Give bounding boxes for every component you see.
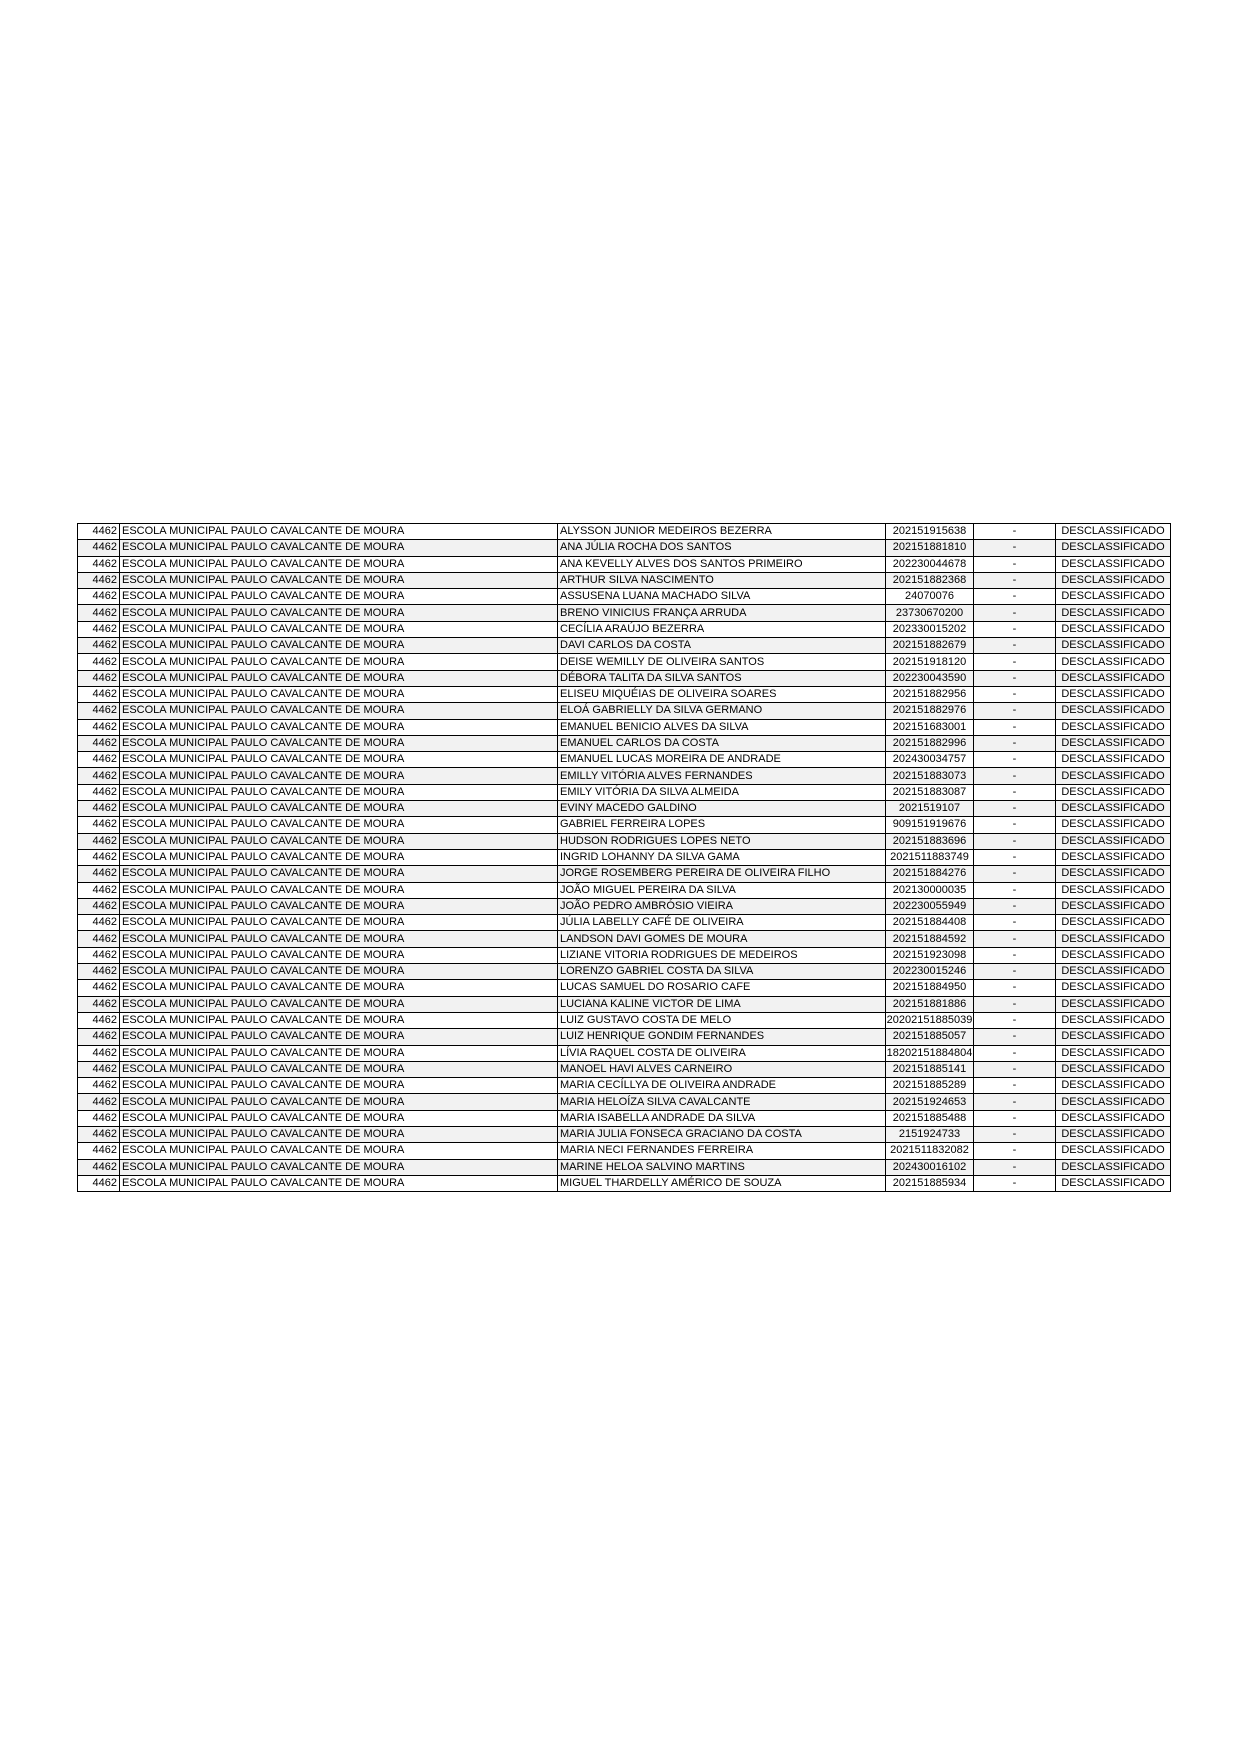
status-cell: DESCLASSIFICADO: [1056, 605, 1171, 621]
score-cell: -: [974, 817, 1056, 833]
status-cell: DESCLASSIFICADO: [1056, 540, 1171, 556]
school-code-cell: 4462: [78, 947, 120, 963]
school-name-cell: ESCOLA MUNICIPAL PAULO CAVALCANTE DE MOURA: [120, 572, 558, 588]
school-code-cell: 4462: [78, 817, 120, 833]
school-name-cell: ESCOLA MUNICIPAL PAULO CAVALCANTE DE MOURA: [120, 817, 558, 833]
registration-number-cell: 23730670200: [886, 605, 974, 621]
table-row: [78, 1143, 1171, 1159]
registration-number-cell: 202430034757: [886, 752, 974, 768]
registration-number-cell: 202151885057: [886, 1029, 974, 1045]
student-name-cell: ALYSSON JUNIOR MEDEIROS BEZERRA: [558, 524, 886, 540]
school-name-cell: ESCOLA MUNICIPAL PAULO CAVALCANTE DE MOURA: [120, 768, 558, 784]
registration-number-cell: 202151884276: [886, 866, 974, 882]
registration-number-cell: 202151882368: [886, 572, 974, 588]
registration-number-cell: 202430016102: [886, 1159, 974, 1175]
school-code-cell: 4462: [78, 1126, 120, 1142]
school-code-cell: 4462: [78, 980, 120, 996]
table-row: [78, 1159, 1171, 1175]
school-name-cell: ESCOLA MUNICIPAL PAULO CAVALCANTE DE MOURA: [120, 980, 558, 996]
registration-number-cell: 202151881810: [886, 540, 974, 556]
table-row: [78, 1078, 1171, 1094]
school-name-cell: ESCOLA MUNICIPAL PAULO CAVALCANTE DE MOURA: [120, 670, 558, 686]
school-code-cell: 4462: [78, 849, 120, 865]
table-row: [78, 882, 1171, 898]
table-row: [78, 898, 1171, 914]
status-cell: DESCLASSIFICADO: [1056, 915, 1171, 931]
student-name-cell: ANA JÚLIA ROCHA DOS SANTOS: [558, 540, 886, 556]
student-name-cell: LUIZ HENRIQUE GONDIM FERNANDES: [558, 1029, 886, 1045]
school-code-cell: 4462: [78, 1094, 120, 1110]
score-cell: -: [974, 1175, 1056, 1191]
status-cell: DESCLASSIFICADO: [1056, 621, 1171, 637]
school-name-cell: ESCOLA MUNICIPAL PAULO CAVALCANTE DE MOURA: [120, 915, 558, 931]
table-row: [78, 768, 1171, 784]
school-name-cell: ESCOLA MUNICIPAL PAULO CAVALCANTE DE MOURA: [120, 752, 558, 768]
school-name-cell: ESCOLA MUNICIPAL PAULO CAVALCANTE DE MOURA: [120, 1078, 558, 1094]
school-name-cell: ESCOLA MUNICIPAL PAULO CAVALCANTE DE MOURA: [120, 1159, 558, 1175]
score-cell: -: [974, 882, 1056, 898]
school-name-cell: ESCOLA MUNICIPAL PAULO CAVALCANTE DE MOURA: [120, 556, 558, 572]
table-row: [78, 964, 1171, 980]
school-code-cell: 4462: [78, 833, 120, 849]
registration-number-cell: 202151884950: [886, 980, 974, 996]
status-cell: DESCLASSIFICADO: [1056, 784, 1171, 800]
score-cell: -: [974, 654, 1056, 670]
score-cell: -: [974, 947, 1056, 963]
status-cell: DESCLASSIFICADO: [1056, 947, 1171, 963]
registration-number-cell: 202151883696: [886, 833, 974, 849]
registration-number-cell: 202151882956: [886, 686, 974, 702]
status-cell: DESCLASSIFICADO: [1056, 703, 1171, 719]
table-row: [78, 654, 1171, 670]
status-cell: DESCLASSIFICADO: [1056, 1045, 1171, 1061]
score-cell: -: [974, 1045, 1056, 1061]
student-name-cell: MARIA ISABELLA ANDRADE DA SILVA: [558, 1110, 886, 1126]
score-cell: -: [974, 638, 1056, 654]
score-cell: -: [974, 1094, 1056, 1110]
score-cell: -: [974, 540, 1056, 556]
school-name-cell: ESCOLA MUNICIPAL PAULO CAVALCANTE DE MOURA: [120, 654, 558, 670]
school-code-cell: 4462: [78, 621, 120, 637]
results-table-body: [78, 524, 1171, 1192]
score-cell: -: [974, 915, 1056, 931]
student-name-cell: HUDSON RODRIGUES LOPES NETO: [558, 833, 886, 849]
student-name-cell: EMANUEL CARLOS DA COSTA: [558, 735, 886, 751]
school-name-cell: ESCOLA MUNICIPAL PAULO CAVALCANTE DE MOURA: [120, 540, 558, 556]
registration-number-cell: 202230055949: [886, 898, 974, 914]
table-row: [78, 1175, 1171, 1191]
status-cell: DESCLASSIFICADO: [1056, 1175, 1171, 1191]
school-code-cell: 4462: [78, 703, 120, 719]
status-cell: DESCLASSIFICADO: [1056, 964, 1171, 980]
score-cell: -: [974, 849, 1056, 865]
student-name-cell: MARIA CECÍLLYA DE OLIVEIRA ANDRADE: [558, 1078, 886, 1094]
table-row: [78, 621, 1171, 637]
score-cell: -: [974, 572, 1056, 588]
score-cell: -: [974, 964, 1056, 980]
school-code-cell: 4462: [78, 1143, 120, 1159]
status-cell: DESCLASSIFICADO: [1056, 817, 1171, 833]
score-cell: -: [974, 1012, 1056, 1028]
status-cell: DESCLASSIFICADO: [1056, 1078, 1171, 1094]
status-cell: DESCLASSIFICADO: [1056, 638, 1171, 654]
registration-number-cell: 202151918120: [886, 654, 974, 670]
score-cell: -: [974, 719, 1056, 735]
registration-number-cell: 2151924733: [886, 1126, 974, 1142]
school-name-cell: ESCOLA MUNICIPAL PAULO CAVALCANTE DE MOURA: [120, 964, 558, 980]
student-name-cell: BRENO VINICIUS FRANÇA ARRUDA: [558, 605, 886, 621]
registration-number-cell: 202330015202: [886, 621, 974, 637]
school-name-cell: ESCOLA MUNICIPAL PAULO CAVALCANTE DE MOURA: [120, 898, 558, 914]
registration-number-cell: 202151884408: [886, 915, 974, 931]
score-cell: -: [974, 670, 1056, 686]
score-cell: -: [974, 735, 1056, 751]
score-cell: -: [974, 866, 1056, 882]
school-code-cell: 4462: [78, 654, 120, 670]
status-cell: DESCLASSIFICADO: [1056, 996, 1171, 1012]
score-cell: -: [974, 1061, 1056, 1077]
score-cell: -: [974, 1143, 1056, 1159]
table-row: [78, 572, 1171, 588]
school-name-cell: ESCOLA MUNICIPAL PAULO CAVALCANTE DE MOURA: [120, 1126, 558, 1142]
score-cell: -: [974, 1029, 1056, 1045]
student-name-cell: DÉBORA TALITA DA SILVA SANTOS: [558, 670, 886, 686]
table-row: [78, 801, 1171, 817]
school-code-cell: 4462: [78, 638, 120, 654]
school-code-cell: 4462: [78, 1045, 120, 1061]
status-cell: DESCLASSIFICADO: [1056, 654, 1171, 670]
school-code-cell: 4462: [78, 735, 120, 751]
status-cell: DESCLASSIFICADO: [1056, 1029, 1171, 1045]
table-row: [78, 670, 1171, 686]
score-cell: -: [974, 996, 1056, 1012]
status-cell: DESCLASSIFICADO: [1056, 882, 1171, 898]
school-code-cell: 4462: [78, 540, 120, 556]
school-code-cell: 4462: [78, 964, 120, 980]
school-code-cell: 4462: [78, 556, 120, 572]
status-cell: DESCLASSIFICADO: [1056, 768, 1171, 784]
student-name-cell: INGRID LOHANNY DA SILVA GAMA: [558, 849, 886, 865]
registration-number-cell: 20202151885039: [886, 1012, 974, 1028]
school-code-cell: 4462: [78, 882, 120, 898]
student-name-cell: ARTHUR SILVA NASCIMENTO: [558, 572, 886, 588]
student-name-cell: CECÍLIA ARAÚJO BEZERRA: [558, 621, 886, 637]
table-row: [78, 1110, 1171, 1126]
score-cell: -: [974, 605, 1056, 621]
status-cell: DESCLASSIFICADO: [1056, 572, 1171, 588]
student-name-cell: LUCAS SAMUEL DO ROSARIO CAFE: [558, 980, 886, 996]
status-cell: DESCLASSIFICADO: [1056, 735, 1171, 751]
registration-number-cell: 202230044678: [886, 556, 974, 572]
registration-number-cell: 202151924653: [886, 1094, 974, 1110]
school-code-cell: 4462: [78, 1110, 120, 1126]
school-name-cell: ESCOLA MUNICIPAL PAULO CAVALCANTE DE MOURA: [120, 703, 558, 719]
table-row: [78, 947, 1171, 963]
registration-number-cell: 202151883073: [886, 768, 974, 784]
registration-number-cell: 909151919676: [886, 817, 974, 833]
registration-number-cell: 202151882976: [886, 703, 974, 719]
student-name-cell: EMANUEL LUCAS MOREIRA DE ANDRADE: [558, 752, 886, 768]
score-cell: -: [974, 686, 1056, 702]
school-code-cell: 4462: [78, 1175, 120, 1191]
status-cell: DESCLASSIFICADO: [1056, 1094, 1171, 1110]
status-cell: DESCLASSIFICADO: [1056, 866, 1171, 882]
results-table: [77, 523, 1171, 1192]
table-row: [78, 931, 1171, 947]
student-name-cell: ELISEU MIQUÉIAS DE OLIVEIRA SOARES: [558, 686, 886, 702]
status-cell: DESCLASSIFICADO: [1056, 556, 1171, 572]
student-name-cell: LORENZO GABRIEL COSTA DA SILVA: [558, 964, 886, 980]
school-name-cell: ESCOLA MUNICIPAL PAULO CAVALCANTE DE MOURA: [120, 686, 558, 702]
status-cell: DESCLASSIFICADO: [1056, 1061, 1171, 1077]
student-name-cell: DEISE WEMILLY DE OLIVEIRA SANTOS: [558, 654, 886, 670]
school-name-cell: ESCOLA MUNICIPAL PAULO CAVALCANTE DE MOURA: [120, 801, 558, 817]
school-name-cell: ESCOLA MUNICIPAL PAULO CAVALCANTE DE MOURA: [120, 1175, 558, 1191]
school-code-cell: 4462: [78, 572, 120, 588]
status-cell: DESCLASSIFICADO: [1056, 589, 1171, 605]
table-row: [78, 866, 1171, 882]
student-name-cell: DAVI CARLOS DA COSTA: [558, 638, 886, 654]
school-code-cell: 4462: [78, 784, 120, 800]
registration-number-cell: 202151683001: [886, 719, 974, 735]
registration-number-cell: 202230043590: [886, 670, 974, 686]
student-name-cell: LÍVIA RAQUEL COSTA DE OLIVEIRA: [558, 1045, 886, 1061]
school-code-cell: 4462: [78, 1078, 120, 1094]
score-cell: -: [974, 1126, 1056, 1142]
table-row: [78, 833, 1171, 849]
status-cell: DESCLASSIFICADO: [1056, 1110, 1171, 1126]
score-cell: -: [974, 980, 1056, 996]
score-cell: -: [974, 524, 1056, 540]
school-name-cell: ESCOLA MUNICIPAL PAULO CAVALCANTE DE MOURA: [120, 866, 558, 882]
student-name-cell: JOÃO MIGUEL PEREIRA DA SILVA: [558, 882, 886, 898]
score-cell: -: [974, 801, 1056, 817]
registration-number-cell: 18202151884804: [886, 1045, 974, 1061]
status-cell: DESCLASSIFICADO: [1056, 801, 1171, 817]
registration-number-cell: 202130000035: [886, 882, 974, 898]
school-name-cell: ESCOLA MUNICIPAL PAULO CAVALCANTE DE MOURA: [120, 605, 558, 621]
status-cell: DESCLASSIFICADO: [1056, 931, 1171, 947]
registration-number-cell: 202151885934: [886, 1175, 974, 1191]
student-name-cell: EMILY VITÓRIA DA SILVA ALMEIDA: [558, 784, 886, 800]
school-name-cell: ESCOLA MUNICIPAL PAULO CAVALCANTE DE MOURA: [120, 784, 558, 800]
status-cell: DESCLASSIFICADO: [1056, 524, 1171, 540]
registration-number-cell: 202151923098: [886, 947, 974, 963]
school-name-cell: ESCOLA MUNICIPAL PAULO CAVALCANTE DE MOURA: [120, 931, 558, 947]
table-row: [78, 719, 1171, 735]
results-sheet: [77, 523, 1170, 1192]
table-row: [78, 703, 1171, 719]
student-name-cell: LUIZ GUSTAVO COSTA DE MELO: [558, 1012, 886, 1028]
table-row: [78, 915, 1171, 931]
table-row: [78, 589, 1171, 605]
student-name-cell: JOÃO PEDRO AMBRÓSIO VIEIRA: [558, 898, 886, 914]
score-cell: -: [974, 833, 1056, 849]
student-name-cell: GABRIEL FERREIRA LOPES: [558, 817, 886, 833]
school-name-cell: ESCOLA MUNICIPAL PAULO CAVALCANTE DE MOURA: [120, 1061, 558, 1077]
student-name-cell: MARIA NECI FERNANDES FERREIRA: [558, 1143, 886, 1159]
school-code-cell: 4462: [78, 605, 120, 621]
student-name-cell: LUCIANA KALINE VICTOR DE LIMA: [558, 996, 886, 1012]
school-name-cell: ESCOLA MUNICIPAL PAULO CAVALCANTE DE MOURA: [120, 719, 558, 735]
table-row: [78, 1029, 1171, 1045]
registration-number-cell: 202151883087: [886, 784, 974, 800]
school-code-cell: 4462: [78, 1061, 120, 1077]
school-code-cell: 4462: [78, 1012, 120, 1028]
table-row: [78, 524, 1171, 540]
score-cell: -: [974, 1110, 1056, 1126]
score-cell: -: [974, 898, 1056, 914]
registration-number-cell: 202151885488: [886, 1110, 974, 1126]
school-name-cell: ESCOLA MUNICIPAL PAULO CAVALCANTE DE MOURA: [120, 947, 558, 963]
status-cell: DESCLASSIFICADO: [1056, 849, 1171, 865]
school-name-cell: ESCOLA MUNICIPAL PAULO CAVALCANTE DE MOURA: [120, 1029, 558, 1045]
score-cell: -: [974, 752, 1056, 768]
table-row: [78, 1045, 1171, 1061]
registration-number-cell: 2021519107: [886, 801, 974, 817]
student-name-cell: EVINY MACEDO GALDINO: [558, 801, 886, 817]
student-name-cell: MARIA HELOÍZA SILVA CAVALCANTE: [558, 1094, 886, 1110]
table-row: [78, 784, 1171, 800]
registration-number-cell: 202151885141: [886, 1061, 974, 1077]
school-code-cell: 4462: [78, 931, 120, 947]
school-code-cell: 4462: [78, 589, 120, 605]
status-cell: DESCLASSIFICADO: [1056, 898, 1171, 914]
school-code-cell: 4462: [78, 524, 120, 540]
school-name-cell: ESCOLA MUNICIPAL PAULO CAVALCANTE DE MOURA: [120, 1012, 558, 1028]
student-name-cell: MARINE HELOA SALVINO MARTINS: [558, 1159, 886, 1175]
score-cell: -: [974, 784, 1056, 800]
student-name-cell: ANA KEVELLY ALVES DOS SANTOS PRIMEIRO: [558, 556, 886, 572]
score-cell: -: [974, 931, 1056, 947]
registration-number-cell: 202151885289: [886, 1078, 974, 1094]
registration-number-cell: 202230015246: [886, 964, 974, 980]
school-name-cell: ESCOLA MUNICIPAL PAULO CAVALCANTE DE MOURA: [120, 1110, 558, 1126]
registration-number-cell: 2021511883749: [886, 849, 974, 865]
table-row: [78, 849, 1171, 865]
school-code-cell: 4462: [78, 768, 120, 784]
student-name-cell: ASSUSENA LUANA MACHADO SILVA: [558, 589, 886, 605]
status-cell: DESCLASSIFICADO: [1056, 1143, 1171, 1159]
table-row: [78, 605, 1171, 621]
score-cell: -: [974, 556, 1056, 572]
school-name-cell: ESCOLA MUNICIPAL PAULO CAVALCANTE DE MOURA: [120, 589, 558, 605]
table-row: [78, 1061, 1171, 1077]
table-row: [78, 556, 1171, 572]
score-cell: -: [974, 621, 1056, 637]
school-code-cell: 4462: [78, 1159, 120, 1175]
school-name-cell: ESCOLA MUNICIPAL PAULO CAVALCANTE DE MOURA: [120, 882, 558, 898]
score-cell: -: [974, 703, 1056, 719]
table-row: [78, 686, 1171, 702]
student-name-cell: MANOEL HAVI ALVES CARNEIRO: [558, 1061, 886, 1077]
status-cell: DESCLASSIFICADO: [1056, 1159, 1171, 1175]
score-cell: -: [974, 768, 1056, 784]
school-code-cell: 4462: [78, 801, 120, 817]
status-cell: DESCLASSIFICADO: [1056, 686, 1171, 702]
table-row: [78, 735, 1171, 751]
status-cell: DESCLASSIFICADO: [1056, 670, 1171, 686]
student-name-cell: EMILLY VITÓRIA ALVES FERNANDES: [558, 768, 886, 784]
table-row: [78, 1126, 1171, 1142]
registration-number-cell: 202151884592: [886, 931, 974, 947]
school-code-cell: 4462: [78, 915, 120, 931]
status-cell: DESCLASSIFICADO: [1056, 980, 1171, 996]
score-cell: -: [974, 589, 1056, 605]
school-code-cell: 4462: [78, 1029, 120, 1045]
student-name-cell: EMANUEL BENICIO ALVES DA SILVA: [558, 719, 886, 735]
table-row: [78, 817, 1171, 833]
registration-number-cell: 24070076: [886, 589, 974, 605]
school-name-cell: ESCOLA MUNICIPAL PAULO CAVALCANTE DE MOURA: [120, 1094, 558, 1110]
student-name-cell: MIGUEL THARDELLY AMÉRICO DE SOUZA: [558, 1175, 886, 1191]
school-name-cell: ESCOLA MUNICIPAL PAULO CAVALCANTE DE MOURA: [120, 849, 558, 865]
registration-number-cell: 202151882996: [886, 735, 974, 751]
student-name-cell: MARIA JULIA FONSECA GRACIANO DA COSTA: [558, 1126, 886, 1142]
school-code-cell: 4462: [78, 898, 120, 914]
student-name-cell: LANDSON DAVI GOMES DE MOURA: [558, 931, 886, 947]
table-row: [78, 752, 1171, 768]
table-row: [78, 638, 1171, 654]
status-cell: DESCLASSIFICADO: [1056, 719, 1171, 735]
registration-number-cell: 202151882679: [886, 638, 974, 654]
school-name-cell: ESCOLA MUNICIPAL PAULO CAVALCANTE DE MOURA: [120, 735, 558, 751]
student-name-cell: LIZIANE VITORIA RODRIGUES DE MEDEIROS: [558, 947, 886, 963]
school-code-cell: 4462: [78, 670, 120, 686]
status-cell: DESCLASSIFICADO: [1056, 752, 1171, 768]
student-name-cell: ELOÁ GABRIELLY DA SILVA GERMANO: [558, 703, 886, 719]
score-cell: -: [974, 1078, 1056, 1094]
school-code-cell: 4462: [78, 866, 120, 882]
school-name-cell: ESCOLA MUNICIPAL PAULO CAVALCANTE DE MOURA: [120, 1143, 558, 1159]
school-name-cell: ESCOLA MUNICIPAL PAULO CAVALCANTE DE MOURA: [120, 524, 558, 540]
school-name-cell: ESCOLA MUNICIPAL PAULO CAVALCANTE DE MOURA: [120, 1045, 558, 1061]
registration-number-cell: 2021511832082: [886, 1143, 974, 1159]
registration-number-cell: 202151915638: [886, 524, 974, 540]
table-row: [78, 1012, 1171, 1028]
student-name-cell: JORGE ROSEMBERG PEREIRA DE OLIVEIRA FILHO: [558, 866, 886, 882]
registration-number-cell: 202151881886: [886, 996, 974, 1012]
table-row: [78, 1094, 1171, 1110]
school-name-cell: ESCOLA MUNICIPAL PAULO CAVALCANTE DE MOURA: [120, 638, 558, 654]
status-cell: DESCLASSIFICADO: [1056, 1126, 1171, 1142]
school-name-cell: ESCOLA MUNICIPAL PAULO CAVALCANTE DE MOURA: [120, 996, 558, 1012]
school-code-cell: 4462: [78, 719, 120, 735]
school-name-cell: ESCOLA MUNICIPAL PAULO CAVALCANTE DE MOURA: [120, 833, 558, 849]
school-code-cell: 4462: [78, 686, 120, 702]
score-cell: -: [974, 1159, 1056, 1175]
status-cell: DESCLASSIFICADO: [1056, 1012, 1171, 1028]
table-row: [78, 996, 1171, 1012]
school-name-cell: ESCOLA MUNICIPAL PAULO CAVALCANTE DE MOURA: [120, 621, 558, 637]
table-row: [78, 540, 1171, 556]
school-code-cell: 4462: [78, 996, 120, 1012]
school-code-cell: 4462: [78, 752, 120, 768]
status-cell: DESCLASSIFICADO: [1056, 833, 1171, 849]
student-name-cell: JÚLIA LABELLY CAFÉ DE OLIVEIRA: [558, 915, 886, 931]
table-row: [78, 980, 1171, 996]
